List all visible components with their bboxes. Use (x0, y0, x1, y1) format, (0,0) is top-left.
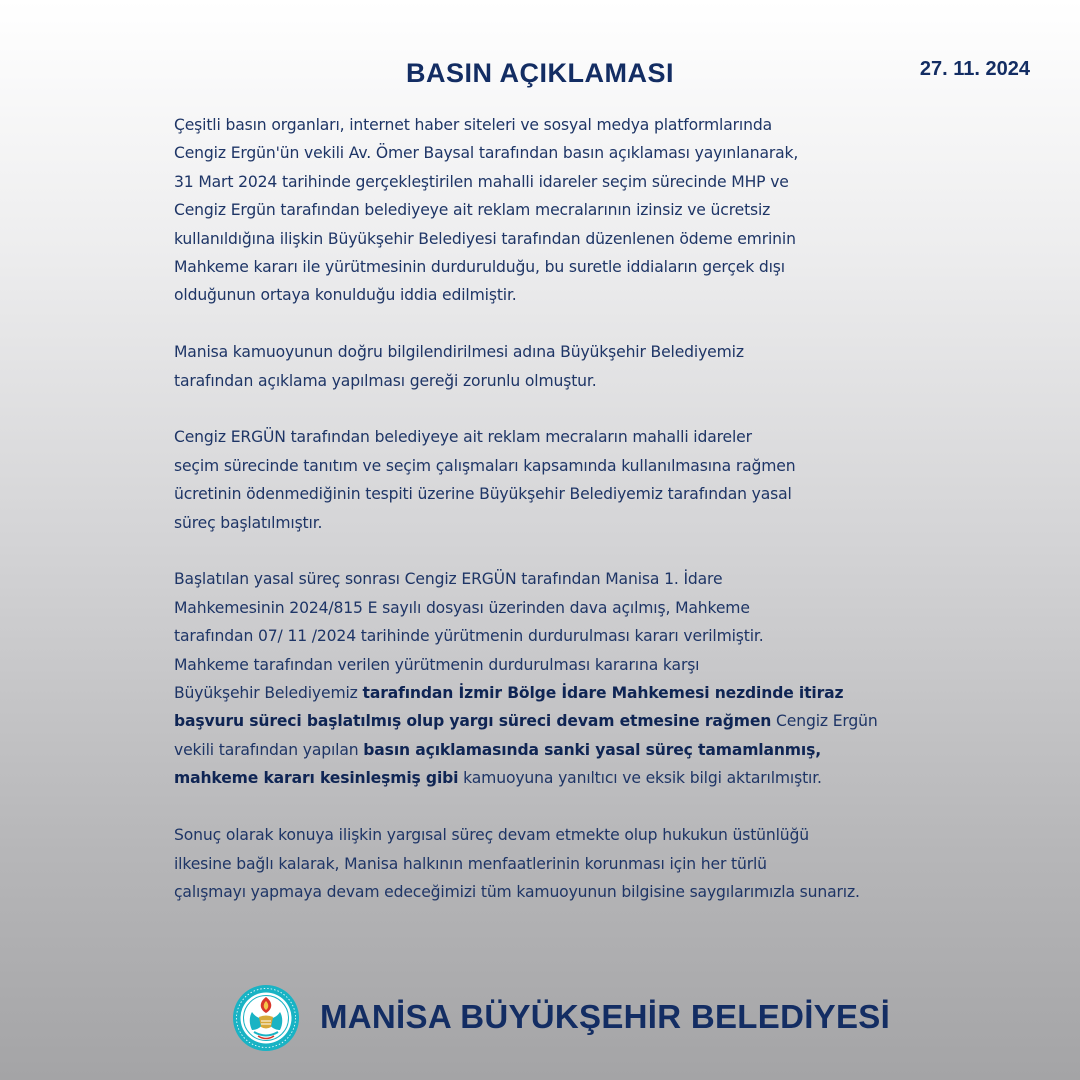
text-line (174, 821, 934, 849)
text-line (174, 480, 934, 508)
text-segment: Sonuç olarak konuya ilişkin yargısal süreç devam etmekte olup hukukun üstünlüğü (174, 826, 810, 845)
text-segment: ilkesine bağlı kalarak, Manisa halkının menfaatlerinin korunması için her türlü (174, 854, 767, 873)
text-segment: Mahkeme tarafından verilen yürütmenin durdurulması kararına karşı (174, 655, 700, 674)
text-line (174, 707, 934, 735)
text-segment: Çeşitli basın organları, internet haber siteleri ve sosyal medya platformlarında (174, 116, 772, 134)
paragraph (174, 565, 934, 792)
text-line (174, 139, 934, 167)
paragraph (174, 423, 934, 537)
page-title: BASIN AÇIKLAMASI (406, 58, 674, 88)
text-line (174, 367, 934, 395)
text-segment: Cengiz Ergün tarafından belediyeye ait reklam mecralarının izinsiz ve ücretsiz (174, 201, 771, 220)
text-segment: Manisa kamuoyunun doğru bilgilendirilmesi adına Büyükşehir Belediyemiz (174, 343, 744, 362)
release-date: 27. 11. 2024 (919, 58, 1030, 80)
release-body (174, 111, 934, 935)
text-segment: Cengiz Ergün (771, 712, 878, 731)
text-line (174, 111, 934, 139)
text-line (174, 196, 934, 224)
text-segment: seçim sürecinde tanıtım ve seçim çalışmaları kapsamında kullanılmasına rağmen (174, 456, 796, 475)
text-line (174, 622, 934, 650)
text-line (174, 225, 934, 253)
text-segment: Cengiz ERGÜN tarafından belediyeye ait reklam mecraların mahalli idareler (174, 428, 752, 447)
text-segment: Mahkemesinin 2024/815 E sayılı dosyası üzerinden dava açılmış, Mahkeme (174, 598, 750, 617)
text-segment: ücretinin ödenmediğinin tespiti üzerine Büyükşehir Belediyemiz tarafından yasal (174, 485, 792, 504)
text-segment: çalışmayı yapmaya devam edeceğimizi tüm kamuoyunun bilgisine saygılarımızla sunarız. (174, 882, 860, 901)
text-line (174, 423, 934, 451)
text-segment: vekili tarafından yapılan (174, 740, 364, 759)
text-line (174, 168, 934, 196)
text-segment: tarafından açıklama yapılması gereği zorunlu olmuştur. (174, 371, 597, 390)
text-line (174, 736, 934, 764)
text-segment: kullanıldığına ilişkin Büyükşehir Belediyesi tarafından düzenlenen ödeme emrinin (174, 229, 796, 248)
text-line (174, 452, 934, 480)
municipality-name: MANİSA BÜYÜKŞEHİR BELEDİYESİ (320, 998, 891, 1035)
bold-segment: mahkeme kararı kesinleşmiş gibi (174, 769, 459, 788)
paragraph (174, 111, 934, 310)
bold-segment: tarafından İzmir Bölge İdare Mahkemesi nezdinde itiraz (362, 684, 844, 703)
text-line (174, 850, 934, 878)
paragraph (174, 338, 934, 395)
text-line (174, 253, 934, 281)
text-segment: tarafından 07/ 11 /2024 tarihinde yürütmenin durdurulması kararı verilmiştir. (174, 627, 764, 646)
text-line (174, 338, 934, 366)
text-segment: Büyükşehir Belediyemiz (174, 684, 363, 703)
text-line (174, 509, 934, 537)
municipality-seal-icon (232, 984, 300, 1052)
text-segment: Başlatılan yasal süreç sonrası Cengiz ERGÜN tarafından Manisa 1. İdare (174, 570, 723, 589)
bold-segment: başvuru süreci başlatılmış olup yargı süreci devam etmesine rağmen (174, 712, 772, 731)
text-line (174, 565, 934, 593)
text-line (174, 764, 934, 792)
text-segment: 31 Mart 2024 tarihinde gerçekleştirilen mahalli idareler seçim sürecinde MHP ve (174, 172, 789, 191)
text-line (174, 679, 934, 707)
text-segment: kamuoyuna yanıltıcı ve eksik bilgi aktarılmıştır. (458, 769, 822, 788)
footer (0, 980, 1080, 1060)
text-line (174, 651, 934, 679)
paragraph (174, 821, 934, 906)
text-line (174, 878, 934, 906)
bold-segment: basın açıklamasında sanki yasal süreç tamamlanmış, (363, 740, 822, 759)
text-segment: Cengiz Ergün'ün vekili Av. Ömer Baysal tarafından basın açıklaması yayınlanarak, (174, 144, 799, 163)
text-segment: Mahkeme kararı ile yürütmesinin durdurulduğu, bu suretle iddiaların gerçek dışı (174, 258, 785, 277)
text-line (174, 281, 934, 309)
text-line (174, 594, 934, 622)
text-segment: süreç başlatılmıştır. (174, 513, 323, 532)
text-segment: olduğunun ortaya konulduğu iddia edilmiştir. (174, 286, 517, 305)
